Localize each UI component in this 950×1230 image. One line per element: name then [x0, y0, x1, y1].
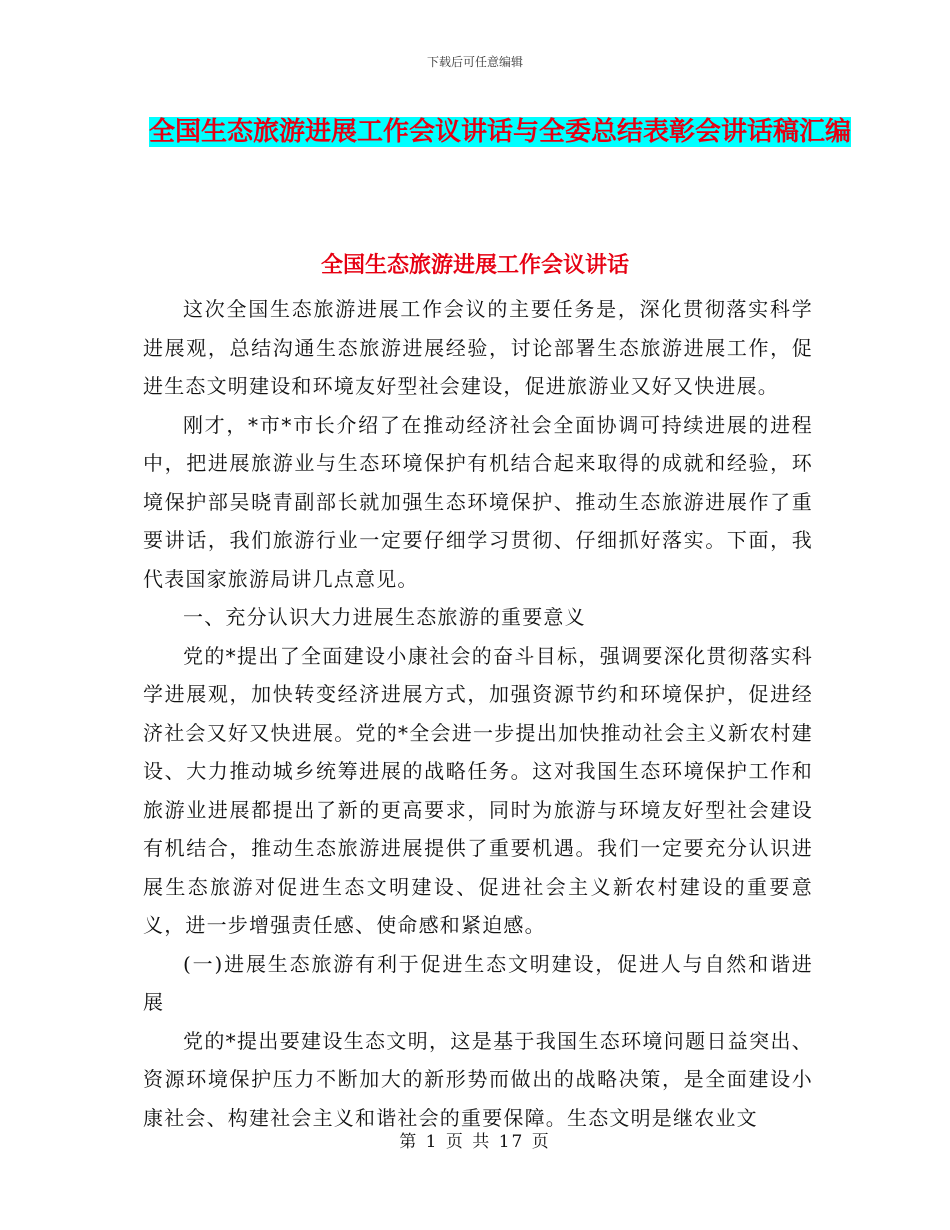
paragraph: 这次全国生态旅游进展工作会议的主要任务是，深化贯彻落实科学进展观，总结沟通生态旅游进展经验，讨论部署生态旅游进展工作，促进生态文明建设和环境友好型社会建设，促进旅游业又好又快进展。	[143, 297, 813, 398]
paragraph: 党的*提出了全面建设小康社会的奋斗目标，强调要深化贯彻落实科学进展观，加快转变经济进展方式，加强资源节约和环境保护，促进经济社会又好又快进展。党的*全会进一步提出加快推动社会主义新农村建设、大力推动城乡统筹进展的战略任务。这对我国生态环境保护工作和旅游业进展都提出了新的更高要求，同时为旅游与环境友好型社会建设有机结合，推动生态旅游进展提供了重要机遇。我们一定要充分认识进展生态旅游对促进生态文明建设、促进社会主义新农村建设的重要意义，进一步增强责任感、使命感和紧迫感。	[143, 643, 813, 937]
document-title-text: 全国生态旅游进展工作会议讲话与全委总结表彰会讲话稿汇编	[148, 117, 851, 147]
paragraph: 党的*提出要建设生态文明，这是基于我国生态环境问题日益突出、资源环境保护压力不断加大的新形势而做出的战略决策，是全面建设小康社会、构建社会主义和谐社会的重要保障。生态文明是继农业文	[143, 1028, 813, 1130]
body-text	[143, 290, 813, 1137]
document-title	[140, 110, 860, 154]
header-note: 下载后可任意编辑	[426, 55, 523, 69]
section-heading: 一、充分认识大力进展生态旅游的重要意义	[183, 605, 586, 629]
page-footer: 第 1 页 共 17 页	[399, 1132, 551, 1152]
section-title: 全国生态旅游进展工作会议讲话	[320, 253, 629, 278]
subsection-heading: (一)进展生态旅游有利于促进生态文明建设，促进人与自然和谐进展	[143, 951, 813, 1014]
paragraph: 刚才，*市*市长介绍了在推动经济社会全面协调可持续进展的进程中，把进展旅游业与生态环境保护有机结合起来取得的成就和经验，环境保护部吴晓青副部长就加强生态环境保护、推动生态旅游进展作了重要讲话，我们旅游行业一定要仔细学习贯彻、仔细抓好落实。下面，我代表国家旅游局讲几点意见。	[143, 412, 813, 591]
